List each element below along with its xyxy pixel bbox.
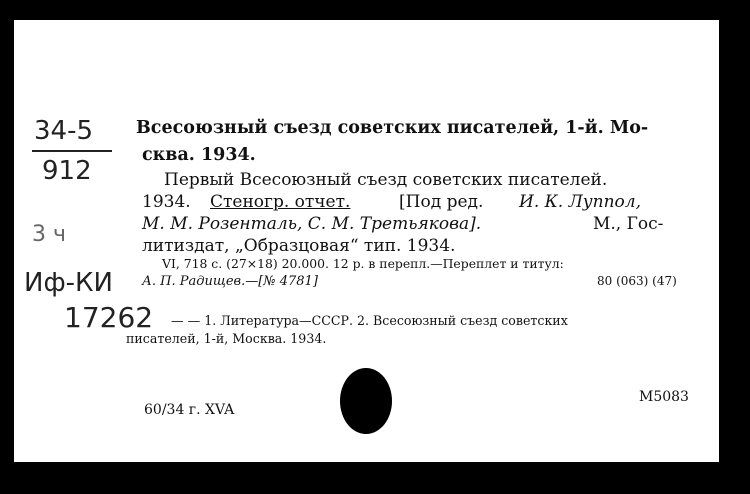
body-line-3b: М., Гос- bbox=[593, 214, 664, 234]
body-line-2d: И. К. Луппол, bbox=[519, 192, 642, 212]
physical-description: VI, 718 с. (27×18) 20.000. 12 р. в перепл.—Переплет и титул: bbox=[162, 256, 564, 271]
footer-right-code: М5083 bbox=[639, 389, 689, 405]
body-line-4: литиздат, „Образцовая“ тип. 1934. bbox=[142, 236, 456, 256]
catalog-card bbox=[14, 20, 719, 462]
body-line-2b: Стеногр. отчет. bbox=[210, 192, 351, 212]
shelfmark-divider bbox=[32, 150, 112, 152]
subjects-line-2: писателей, 1-й, Москва. 1934. bbox=[126, 331, 327, 346]
body-line-2a: 1934. bbox=[142, 192, 191, 212]
handwritten-code: Иф-КИ bbox=[24, 268, 113, 298]
handwritten-note: 3 ч bbox=[32, 222, 66, 247]
footer-left-code: 60/34 г. XVA bbox=[144, 402, 235, 418]
inventory-number: 17262 bbox=[64, 301, 154, 334]
body-line-1: Первый Всесоюзный съезд советских писателей. bbox=[164, 170, 608, 190]
shelfmark-top: 34-5 bbox=[34, 116, 94, 146]
heading-line-2: сква. 1934. bbox=[142, 145, 256, 165]
body-line-2c: [Под ред. bbox=[399, 192, 484, 212]
classification-code: 80 (063) (47) bbox=[597, 274, 677, 288]
shelfmark-bottom: 912 bbox=[42, 156, 92, 186]
punch-hole bbox=[340, 368, 392, 434]
body-line-3a: М. М. Розенталь, С. М. Третьякова]. bbox=[142, 214, 482, 234]
heading-line-1: Всесоюзный съезд советских писателей, 1-й. Мо- bbox=[136, 118, 649, 138]
credit-line: А. П. Радищев.—[№ 4781] bbox=[142, 274, 318, 289]
subjects-line-1: — — 1. Литература—СССР. 2. Всесоюзный съезд советских bbox=[171, 313, 568, 328]
